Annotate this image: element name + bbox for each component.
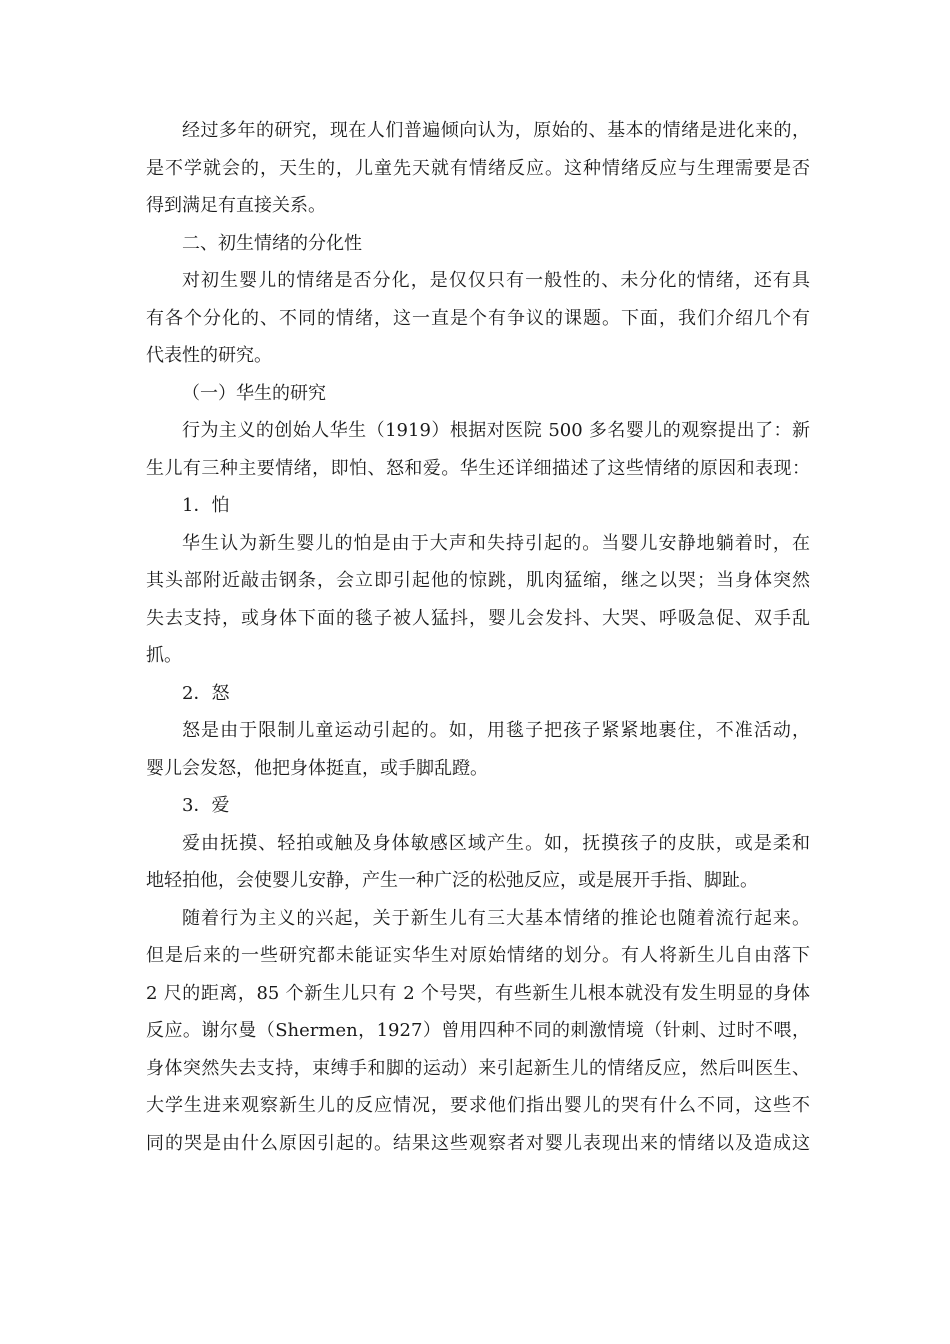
text-line: 爱由抚摸、轻拍或触及身体敏感区域产生。如，抚摸孩子的皮肤，或是柔和 — [182, 832, 810, 854]
text-line: 地轻拍他，会使婴儿安静，产生一种广泛的松弛反应，或是展开手指、脚趾。 — [146, 870, 758, 891]
subsection-heading: （一）华生的研究 — [182, 382, 326, 404]
text-line: 2 尺的距离，85 个新生儿只有 2 个号哭，有些新生儿根本就没有发生明显的身体 — [146, 982, 810, 1004]
text-line: 随着行为主义的兴起，关于新生儿有三大基本情绪的推论也随着流行起来。 — [182, 907, 810, 929]
text-line: 婴儿会发怒，他把身体挺直，或手脚乱蹬。 — [146, 757, 488, 779]
text-line: 但是后来的一些研究都未能证实华生对原始情绪的划分。有人将新生儿自由落下 — [146, 945, 810, 966]
text-line: 怒是由于限制儿童运动引起的。如，用毯子把孩子紧紧地裹住，不准活动， — [182, 720, 810, 741]
text-line: 失去支持，或身体下面的毯子被人猛抖，婴儿会发抖、大哭、呼吸急促、双手乱 — [146, 607, 810, 629]
text-line: 华生认为新生婴儿的怕是由于大声和失持引起的。当婴儿安静地躺着时，在 — [182, 532, 810, 554]
item-heading: 2．怒 — [182, 682, 230, 704]
text-line: 对初生婴儿的情绪是否分化，是仅仅只有一般性的、未分化的情绪，还有具 — [182, 270, 810, 291]
text-line: 抓。 — [146, 645, 182, 666]
text-line: 生儿有三种主要情绪，即怕、怒和爱。华生还详细描述了这些情绪的原因和表现： — [146, 457, 810, 479]
text-line: 有各个分化的、不同的情绪，这一直是个有争议的课题。下面，我们介绍几个有 — [146, 307, 810, 329]
text-line: 行为主义的创始人华生（1919）根据对医院 500 多名婴儿的观察提出了：新 — [182, 420, 810, 441]
text-line: 是不学就会的，天生的，儿童先天就有情绪反应。这种情绪反应与生理需要是否 — [146, 157, 810, 179]
text-line: 经过多年的研究，现在人们普遍倾向认为，原始的、基本的情绪是进化来的， — [182, 120, 810, 141]
text-line: 同的哭是由什么原因引起的。结果这些观察者对婴儿表现出来的情绪以及造成这 — [146, 1132, 810, 1154]
text-line: 大学生进来观察新生儿的反应情况，要求他们指出婴儿的哭有什么不同，这些不 — [146, 1095, 810, 1116]
text-line: 代表性的研究。 — [146, 345, 272, 366]
item-heading: 1．怕 — [182, 495, 230, 516]
text-line: 得到满足有直接关系。 — [146, 195, 326, 216]
text-line: 反应。谢尔曼（Shermen，1927）曾用四种不同的刺激情境（针刺、过时不喂， — [146, 1020, 810, 1041]
text-line: 其头部附近敲击钢条，会立即引起他的惊跳，肌肉猛缩，继之以哭；当身体突然 — [146, 570, 810, 591]
document-body — [146, 112, 810, 1162]
text-line: 身体突然失去支持，束缚手和脚的运动）来引起新生儿的情绪反应，然后叫医生、 — [146, 1057, 810, 1079]
item-heading: 3．爱 — [182, 795, 230, 816]
section-heading: 二、初生情绪的分化性 — [182, 232, 362, 254]
